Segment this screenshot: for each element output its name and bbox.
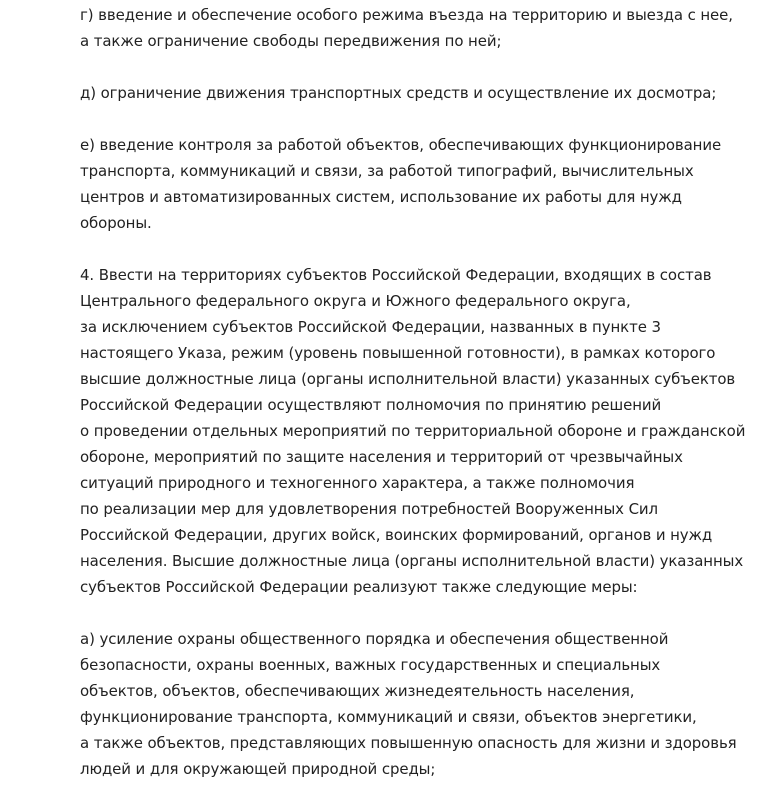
text-line: за исключением субъектов Российской Федерации, названных в пункте 3 [80, 318, 661, 336]
text-line: Российской Федерации осуществляют полномочия по принятию решений [80, 396, 662, 414]
text-line: а также ограничение свободы передвижения по ней; [80, 32, 502, 50]
paragraph-4 [80, 262, 780, 600]
paragraph-a [80, 626, 780, 782]
text-line: обороне, мероприятий по защите населения и территорий от чрезвычайных [80, 448, 683, 466]
text-line: г) введение и обеспечение особого режима въезда на территорию и выезда с нее, [80, 6, 733, 24]
document-body [80, 2, 780, 808]
paragraph-d [80, 80, 780, 106]
text-line: высшие должностные лица (органы исполнительной власти) указанных субъектов [80, 370, 736, 388]
text-line: объектов, объектов, обеспечивающих жизнедеятельность населения, [80, 682, 635, 700]
text-line: людей и для окружающей природной среды; [80, 760, 436, 778]
paragraph-g [80, 2, 780, 54]
text-line: транспорта, коммуникаций и связи, за работой типографий, вычислительных [80, 162, 694, 180]
text-line: безопасности, охраны военных, важных государственных и специальных [80, 656, 661, 674]
text-line: по реализации мер для удовлетворения потребностей Вооруженных Сил [80, 500, 658, 518]
text-line: а) усиление охраны общественного порядка и обеспечения общественной [80, 630, 669, 648]
text-line: Российской Федерации, других войск, воинских формирований, органов и нужд [80, 526, 713, 544]
paragraph-e [80, 132, 780, 236]
text-line: населения. Высшие должностные лица (органы исполнительной власти) указанных [80, 552, 744, 570]
text-line: центров и автоматизированных систем, использование их работы для нужд [80, 188, 682, 206]
text-line: функционирование транспорта, коммуникаций и связи, объектов энергетики, [80, 708, 697, 726]
text-line: е) введение контроля за работой объектов, обеспечивающих функционирование [80, 136, 722, 154]
text-line: субъектов Российской Федерации реализуют также следующие меры: [80, 578, 638, 596]
text-line: обороны. [80, 214, 152, 232]
text-line: о проведении отдельных мероприятий по территориальной обороне и гражданской [80, 422, 746, 440]
text-line: Центрального федерального округа и Южного федерального округа, [80, 292, 631, 310]
text-line: настоящего Указа, режим (уровень повышенной готовности), в рамках которого [80, 344, 716, 362]
text-line: а также объектов, представляющих повышенную опасность для жизни и здоровья [80, 734, 737, 752]
text-line: ситуаций природного и техногенного характера, а также полномочия [80, 474, 635, 492]
text-line: д) ограничение движения транспортных средств и осуществление их досмотра; [80, 84, 717, 102]
text-line: 4. Ввести на территориях субъектов Российской Федерации, входящих в состав [80, 266, 712, 284]
